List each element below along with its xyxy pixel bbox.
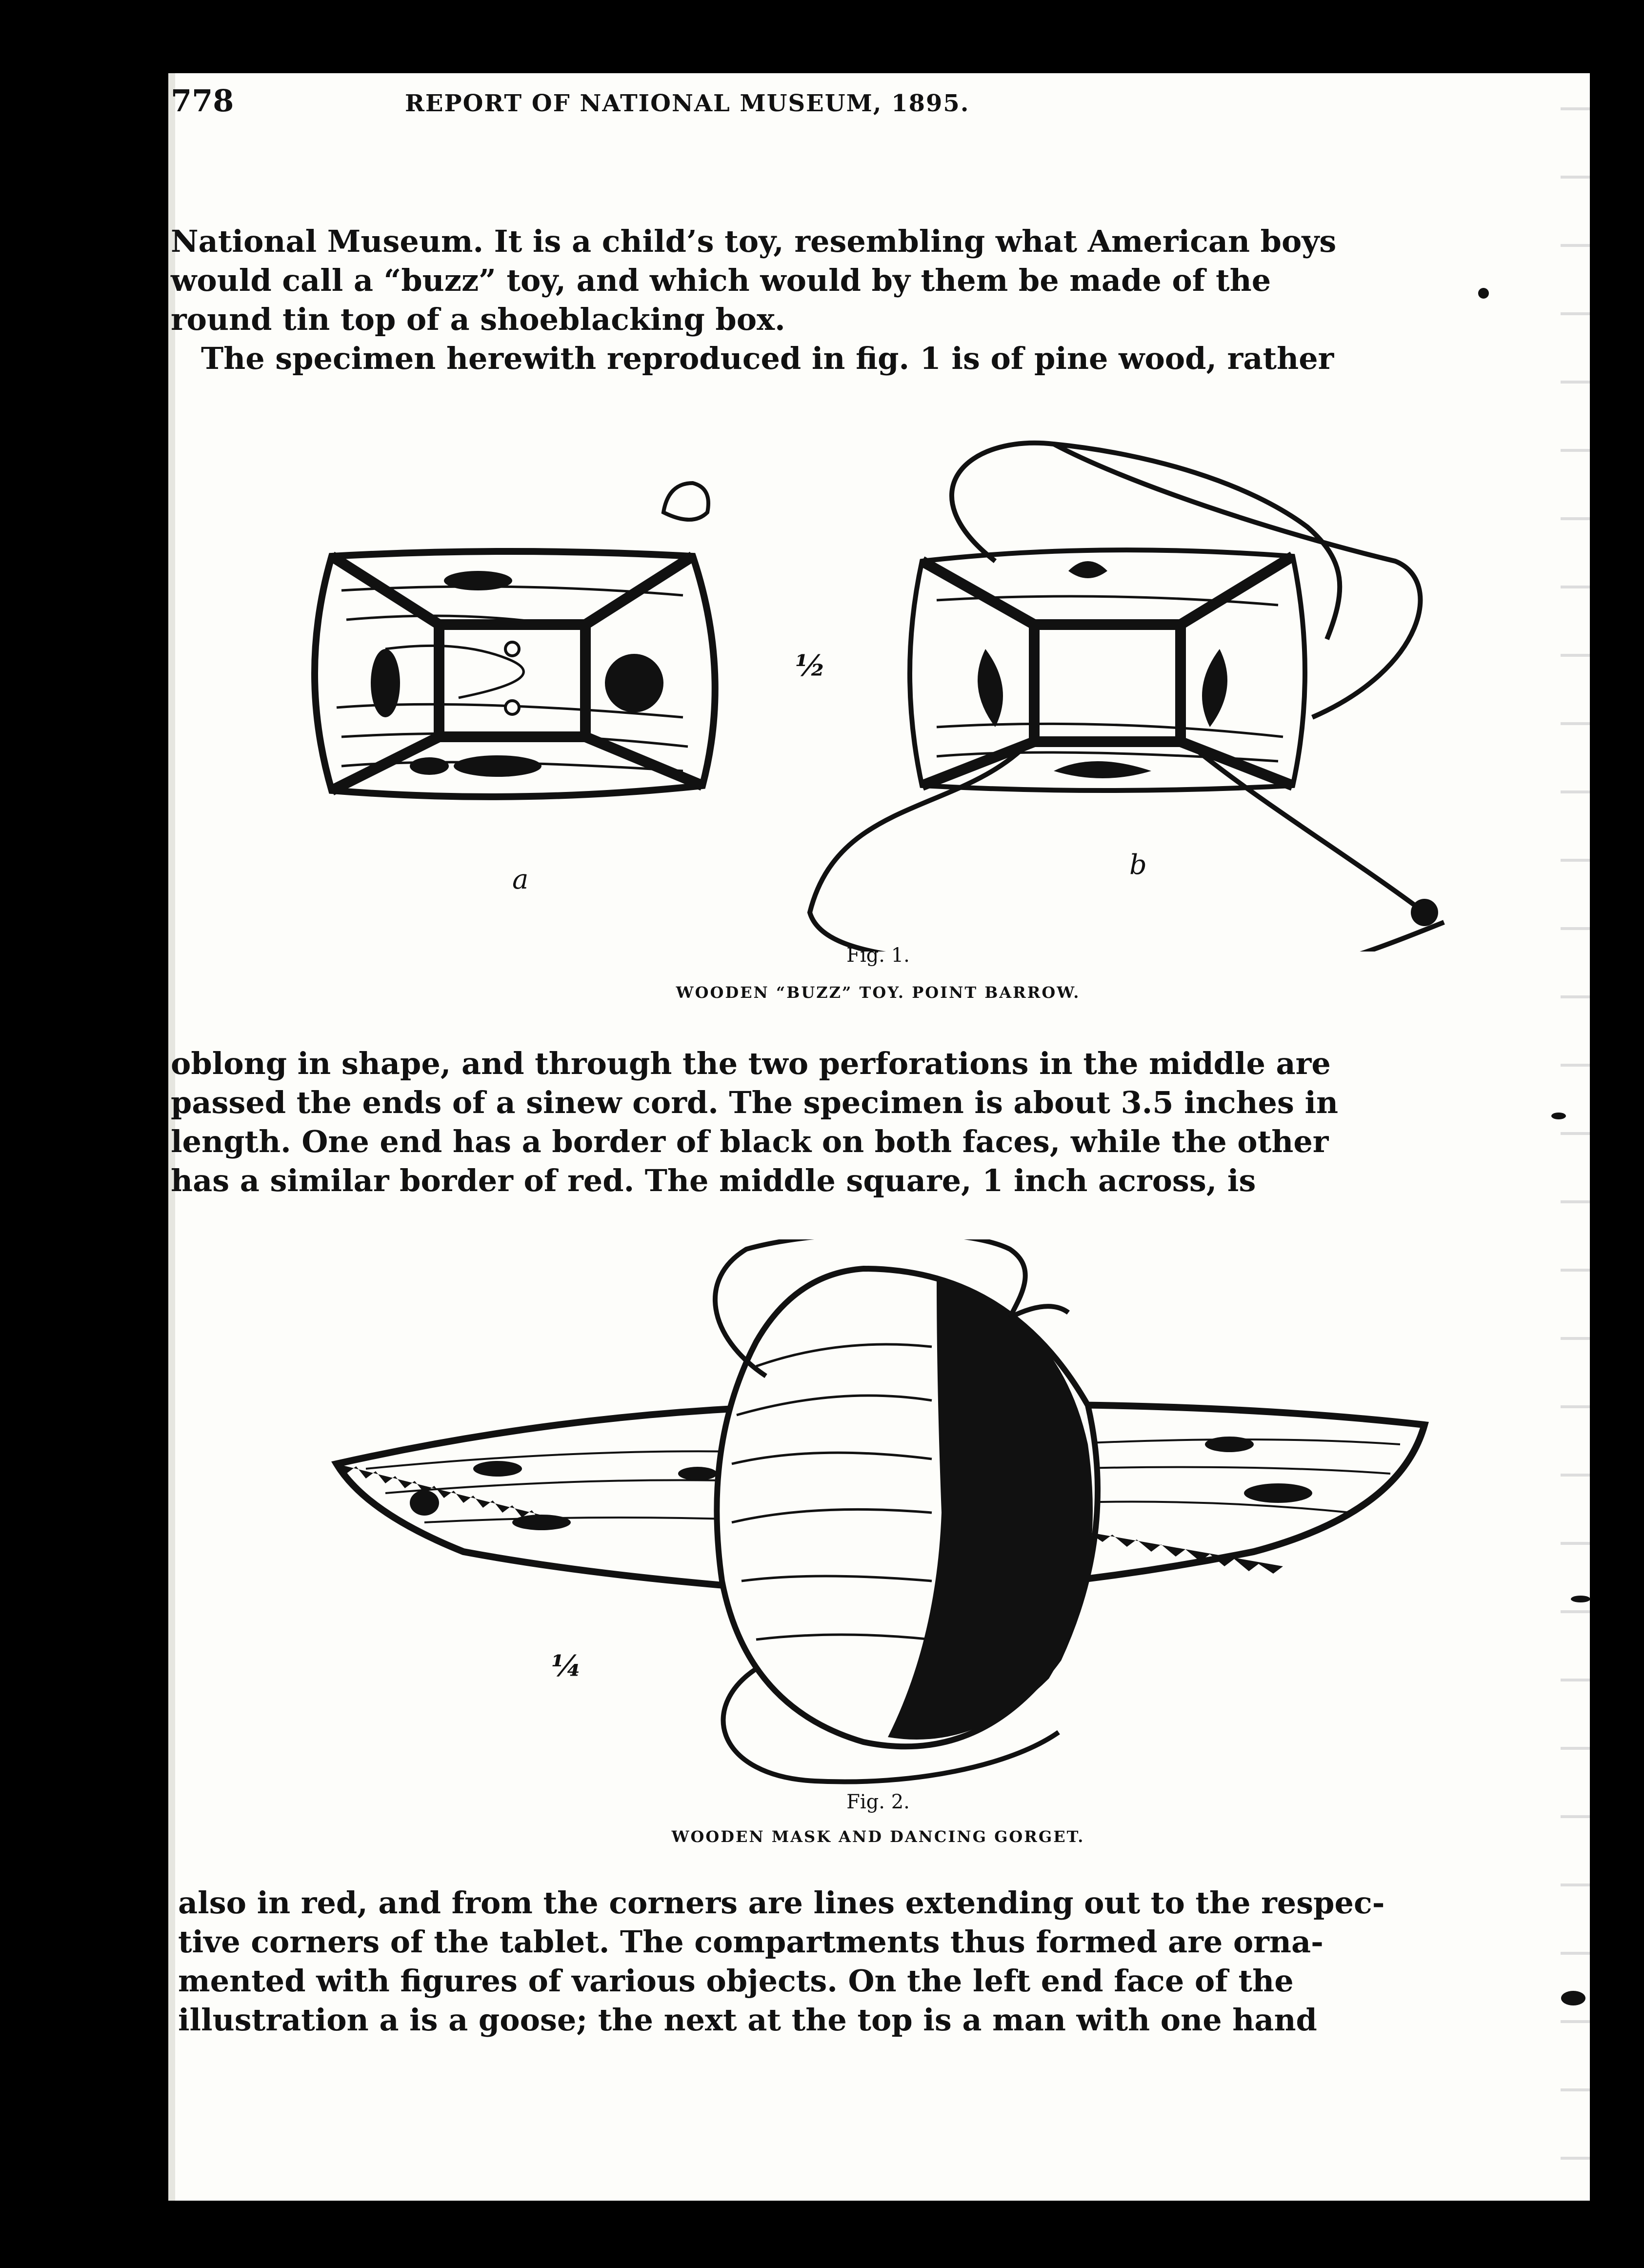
text-line: would call a “buzz” toy, and which would by them be made of the — [171, 263, 1271, 298]
paragraph-bottom — [178, 1883, 1412, 2040]
paragraph-middle — [171, 1044, 1405, 1200]
figure-2-scale: ¼ — [551, 1649, 582, 1683]
text-line: oblong in shape, and through the two perforations in the middle are — [171, 1046, 1331, 1081]
text-line: passed the ends of a sinew cord. The specimen is about 3.5 inches in — [171, 1085, 1339, 1120]
figure-1-caption: WOODEN “BUZZ” TOY. POINT BARROW. — [676, 983, 1081, 1002]
scan-speck — [1478, 288, 1489, 299]
text-line: illustration a is a goose; the next at the top is a man with one hand — [178, 2002, 1317, 2038]
figure-1-scale: ½ — [795, 649, 826, 683]
text-line: has a similar border of red. The middle square, 1 inch across, is — [171, 1163, 1256, 1198]
paragraph-top — [171, 222, 1405, 378]
figure-1 — [293, 415, 1464, 952]
text-line: round tin top of a shoeblacking box. — [171, 302, 785, 337]
text-line: National Museum. It is a child’s toy, resembling what American boys — [171, 223, 1337, 259]
figure-2-number: Fig. 2. — [846, 1791, 910, 1813]
text-line: tive corners of the tablet. The compartments thus formed are orna- — [178, 1924, 1323, 1960]
figure-1-label-b: b — [1129, 849, 1147, 881]
running-head — [171, 83, 1381, 122]
scan-speck — [1551, 1113, 1566, 1119]
buzz-toy-b — [810, 443, 1444, 952]
figure-2-caption: WOODEN MASK AND DANCING GORGET. — [671, 1827, 1085, 1846]
scan-speck — [1571, 1596, 1590, 1602]
figure-2 — [327, 1239, 1449, 1801]
text-line: also in red, and from the corners are lines extending out to the respec- — [178, 1885, 1385, 1921]
mask-gorget-illustration — [327, 1239, 1449, 1801]
buzz-toy-a — [315, 551, 715, 797]
scan-speck — [1561, 1991, 1585, 2005]
figure-1-number: Fig. 1. — [846, 944, 910, 967]
text-line: The specimen herewith reproduced in fig. 1 is of pine wood, rather — [201, 341, 1334, 376]
figure-1-label-a: a — [512, 864, 529, 895]
text-line: mented with figures of various objects. On the left end face of the — [178, 1963, 1294, 1999]
page-number: 778 — [171, 83, 234, 119]
page-edge — [1561, 73, 1590, 2201]
running-title: REPORT OF NATIONAL MUSEUM, 1895. — [405, 90, 970, 117]
text-line: length. One end has a border of black on both faces, while the other — [171, 1124, 1329, 1159]
buzz-toy-illustration — [293, 415, 1464, 952]
